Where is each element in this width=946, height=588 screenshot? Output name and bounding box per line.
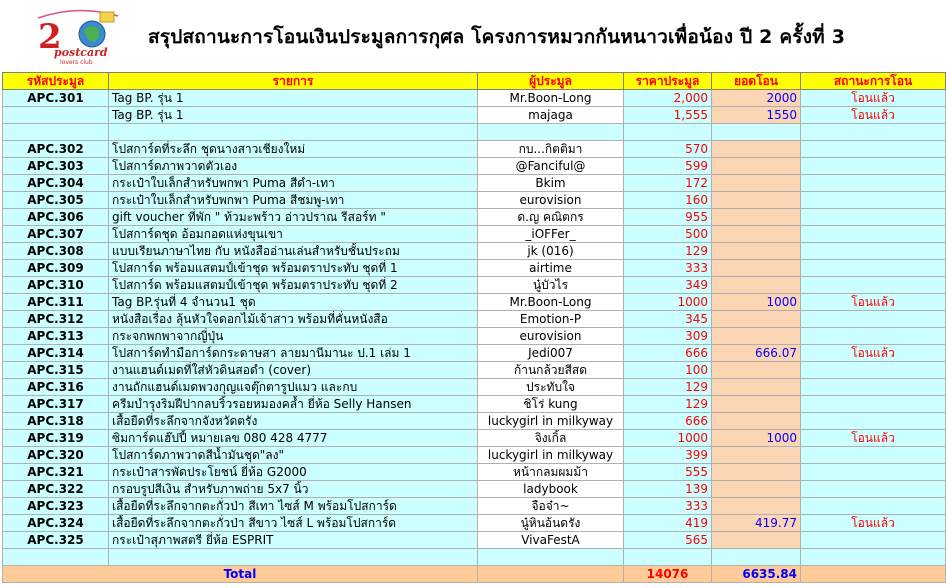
cell-paid: 419.77 — [712, 515, 801, 532]
cell-code: APC.315 — [3, 362, 109, 379]
cell-price: 100 — [624, 362, 712, 379]
cell-status — [801, 226, 946, 243]
table-row — [3, 277, 946, 294]
cell-code: APC.317 — [3, 396, 109, 413]
cell-price: 2,000 — [624, 90, 712, 107]
cell-status: โอนแล้ว — [801, 515, 946, 532]
cell-price: 172 — [624, 175, 712, 192]
table-row — [3, 294, 946, 311]
cell-status — [801, 379, 946, 396]
cell-donor: jk (016) — [478, 243, 624, 260]
cell-paid — [712, 141, 801, 158]
cell-donor: Mr.Boon-Long — [478, 294, 624, 311]
cell-item: งานถักแฮนด์เมดพวงกุญแจตุ๊กตารูปแมว และกบ — [109, 379, 478, 396]
table-row — [3, 345, 946, 362]
cell-price: 599 — [624, 158, 712, 175]
cell-item: ครีมบำรุงริมฝีปากลบริ้วรอยหมองคล้ำ ยี่ห้อ Selly Hansen — [109, 396, 478, 413]
cell-paid — [712, 549, 801, 566]
total-status-spacer — [801, 566, 946, 583]
cell-price: 139 — [624, 481, 712, 498]
cell-donor: majaga — [478, 107, 624, 124]
cell-item: Tag BP. รุ่น 1 — [109, 107, 478, 124]
col-header-paid: ยอดโอน — [712, 73, 801, 90]
table-row — [3, 243, 946, 260]
cell-paid — [712, 158, 801, 175]
table-row — [3, 413, 946, 430]
table-row — [3, 498, 946, 515]
cell-donor: หน้ากลมผมม้า — [478, 464, 624, 481]
cell-item: กระเป๋าสุภาพสตรี ยี่ห้อ ESPRIT — [109, 532, 478, 549]
cell-donor: VivaFestA — [478, 532, 624, 549]
cell-item: เสื้อยืดที่ระลึกจากตะกั่วป่า สีขาว ไซส์ L พร้อมโปสการ์ด — [109, 515, 478, 532]
cell-code — [3, 107, 109, 124]
cell-paid — [712, 447, 801, 464]
cell-code: APC.313 — [3, 328, 109, 345]
cell-code: APC.323 — [3, 498, 109, 515]
cell-code: APC.309 — [3, 260, 109, 277]
cell-paid: 2000 — [712, 90, 801, 107]
table-row — [3, 158, 946, 175]
cell-donor: Emotion-P — [478, 311, 624, 328]
cell-donor: กบ...กิตติมา — [478, 141, 624, 158]
cell-donor: ladybook — [478, 481, 624, 498]
cell-item: ซิมการ์ดแฮ๊ปปี้ หมายเลข 080 428 4777 — [109, 430, 478, 447]
cell-code: APC.314 — [3, 345, 109, 362]
cell-status — [801, 175, 946, 192]
cell-price: 333 — [624, 498, 712, 515]
cell-donor: luckygirl in milkyway — [478, 447, 624, 464]
cell-donor: Bkim — [478, 175, 624, 192]
cell-item: gift voucher ที่พัก " ท้วมะพร้าว อ่าวปราณ รีสอร์ท " — [109, 209, 478, 226]
cell-price: 500 — [624, 226, 712, 243]
cell-status — [801, 481, 946, 498]
cell-price: 1,555 — [624, 107, 712, 124]
cell-paid — [712, 124, 801, 141]
cell-donor: Jedi007 — [478, 345, 624, 362]
cell-paid — [712, 396, 801, 413]
table-row — [3, 226, 946, 243]
table-row — [3, 328, 946, 345]
cell-item: โปสการ์ดภาพวาดสีน้ำมันชุด"ลง" — [109, 447, 478, 464]
cell-code: APC.307 — [3, 226, 109, 243]
cell-price: 129 — [624, 379, 712, 396]
table-row — [3, 192, 946, 209]
cell-status — [801, 447, 946, 464]
cell-code: APC.324 — [3, 515, 109, 532]
postcard-lovers-club-logo — [30, 4, 126, 66]
cell-price: 160 — [624, 192, 712, 209]
auction-table — [2, 72, 946, 583]
cell-paid: 666.07 — [712, 345, 801, 362]
cell-code: APC.301 — [3, 90, 109, 107]
col-header-status: สถานะการโอน — [801, 73, 946, 90]
cell-status — [801, 141, 946, 158]
cell-status — [801, 277, 946, 294]
cell-status — [801, 260, 946, 277]
total-label: Total — [3, 566, 478, 583]
cell-price: 129 — [624, 243, 712, 260]
cell-price: 666 — [624, 413, 712, 430]
cell-status: โอนแล้ว — [801, 345, 946, 362]
cell-item: หนังสือเรื่อง ลุ้นหัวใจดอกไม้เจ้าสาว พร้อมที่คั่นหนังสือ — [109, 311, 478, 328]
table-header-row — [3, 73, 946, 90]
cell-donor — [478, 549, 624, 566]
page-title: สรุปสถานะการโอนเงินประมูลการกุศล โครงการหมวกกันหนาวเพื่อน้อง ปี 2 ครั้งที่ 3 — [148, 26, 846, 48]
cell-status — [801, 362, 946, 379]
cell-price: 570 — [624, 141, 712, 158]
cell-item: เสื้อยืดที่ระลึกจากตะกั่วป่า สีเทา ไซส์ M พร้อมโปสการ์ด — [109, 498, 478, 515]
table-row — [3, 90, 946, 107]
cell-code: APC.318 — [3, 413, 109, 430]
cell-donor: airtime — [478, 260, 624, 277]
cell-paid — [712, 192, 801, 209]
cell-paid — [712, 243, 801, 260]
col-header-price: ราคาประมูล — [624, 73, 712, 90]
cell-status — [801, 532, 946, 549]
cell-item: กระเป๋าสารพัดประโยชน์ ยี่ห้อ G2000 — [109, 464, 478, 481]
table-row — [3, 549, 946, 566]
cell-price: 1000 — [624, 430, 712, 447]
table-row — [3, 396, 946, 413]
cell-item: โปสการ์ด พร้อมแสตมป์เข้าชุด พร้อมตราประทับ ชุดที่ 2 — [109, 277, 478, 294]
cell-paid — [712, 277, 801, 294]
cell-price: 555 — [624, 464, 712, 481]
col-header-item: รายการ — [109, 73, 478, 90]
col-header-donor: ผู้ประมูล — [478, 73, 624, 90]
cell-code: APC.302 — [3, 141, 109, 158]
logo-subtext: lovers club — [60, 59, 93, 66]
cell-code — [3, 124, 109, 141]
cell-paid: 1550 — [712, 107, 801, 124]
cell-donor: _iOFFer_ — [478, 226, 624, 243]
cell-code: APC.308 — [3, 243, 109, 260]
cell-item: Tag BP.รุ่นที่ 4 จำนวน1 ชุด — [109, 294, 478, 311]
cell-code: APC.311 — [3, 294, 109, 311]
cell-item: โปสการ์ด พร้อมแสตมป์เข้าชุด พร้อมตราประทับ ชุดที่ 1 — [109, 260, 478, 277]
total-row — [3, 566, 946, 583]
cell-item: กระเป๋าใบเล็กสำหรับพกพา Puma สีดำ-เทา — [109, 175, 478, 192]
cell-price: 309 — [624, 328, 712, 345]
cell-price — [624, 549, 712, 566]
cell-paid: 1000 — [712, 294, 801, 311]
cell-donor: eurovision — [478, 328, 624, 345]
cell-donor: ประทับใจ — [478, 379, 624, 396]
table-row — [3, 379, 946, 396]
cell-price: 349 — [624, 277, 712, 294]
cell-status: โอนแล้ว — [801, 430, 946, 447]
cell-item: แบบเรียนภาษาไทย กับ หนังสืออ่านเล่นสำหรับชั้นประถม — [109, 243, 478, 260]
cell-paid — [712, 209, 801, 226]
table-row — [3, 311, 946, 328]
cell-item: งานแฮนด์เมดที่ใส่หัวดินสอดำ (cover) — [109, 362, 478, 379]
cell-status: โอนแล้ว — [801, 90, 946, 107]
total-paid: 6635.84 — [712, 566, 801, 583]
logo-text: postcard — [54, 46, 108, 59]
cell-code: APC.303 — [3, 158, 109, 175]
cell-price: 345 — [624, 311, 712, 328]
total-price: 14076 — [624, 566, 712, 583]
cell-donor: จือจ๋า~ — [478, 498, 624, 515]
cell-paid — [712, 362, 801, 379]
cell-price — [624, 124, 712, 141]
cell-item: โปสการ์ดที่ระลึก ชุดนางสาวเชียงใหม่ — [109, 141, 478, 158]
cell-item: เสื้อยืดที่ระลึกจากจังหวัดตรัง — [109, 413, 478, 430]
cell-status — [801, 124, 946, 141]
header — [0, 0, 946, 72]
cell-item: กระเป๋าใบเล็กสำหรับพกพา Puma สีชมพู-เทา — [109, 192, 478, 209]
cell-code: APC.325 — [3, 532, 109, 549]
cell-price: 565 — [624, 532, 712, 549]
table-row — [3, 430, 946, 447]
cell-price: 1000 — [624, 294, 712, 311]
cell-paid: 1000 — [712, 430, 801, 447]
table-row — [3, 175, 946, 192]
cell-donor: จิงเกิ้ล — [478, 430, 624, 447]
table-row — [3, 124, 946, 141]
cell-item: กระจกพกพาจากญี่ปุ่น — [109, 328, 478, 345]
cell-status — [801, 209, 946, 226]
cell-price: 399 — [624, 447, 712, 464]
cell-donor: luckygirl in milkyway — [478, 413, 624, 430]
table-row — [3, 362, 946, 379]
cell-item — [109, 549, 478, 566]
cell-item: โปสการ์ดภาพวาดตัวเอง — [109, 158, 478, 175]
table-row — [3, 447, 946, 464]
cell-paid — [712, 481, 801, 498]
cell-paid — [712, 175, 801, 192]
logo-number: 2 — [38, 17, 62, 57]
cell-item: Tag BP. รุ่น 1 — [109, 90, 478, 107]
cell-price: 129 — [624, 396, 712, 413]
cell-status — [801, 396, 946, 413]
cell-code: APC.310 — [3, 277, 109, 294]
cell-donor: Mr.Boon-Long — [478, 90, 624, 107]
cell-item — [109, 124, 478, 141]
cell-code: APC.306 — [3, 209, 109, 226]
cell-price: 333 — [624, 260, 712, 277]
cell-status: โอนแล้ว — [801, 107, 946, 124]
cell-code: APC.320 — [3, 447, 109, 464]
cell-status — [801, 311, 946, 328]
col-header-code: รหัสประมูล — [3, 73, 109, 90]
cell-donor — [478, 124, 624, 141]
cell-status — [801, 498, 946, 515]
cell-donor: นู๋บัวไร — [478, 277, 624, 294]
cell-paid — [712, 328, 801, 345]
cell-status — [801, 192, 946, 209]
table-row — [3, 141, 946, 158]
cell-item: โปสการ์ดชุด อ้อมกอดแห่งขุนเขา — [109, 226, 478, 243]
cell-paid — [712, 413, 801, 430]
cell-code — [3, 549, 109, 566]
cell-paid — [712, 226, 801, 243]
cell-code: APC.305 — [3, 192, 109, 209]
cell-paid — [712, 379, 801, 396]
table-row — [3, 107, 946, 124]
cell-status — [801, 158, 946, 175]
cell-donor: ด.ญ คณิตกร — [478, 209, 624, 226]
cell-status — [801, 328, 946, 345]
cell-price: 955 — [624, 209, 712, 226]
cell-status — [801, 464, 946, 481]
cell-paid — [712, 532, 801, 549]
cell-price: 666 — [624, 345, 712, 362]
cell-donor: ก้านกล้วยสีสด — [478, 362, 624, 379]
cell-status — [801, 413, 946, 430]
total-spacer — [478, 566, 624, 583]
cell-status: โอนแล้ว — [801, 294, 946, 311]
cell-paid — [712, 464, 801, 481]
cell-code: APC.322 — [3, 481, 109, 498]
cell-status — [801, 243, 946, 260]
cell-item: กรอบรูปสีเงิน สำหรับภาพถ่าย 5x7 นิ้ว — [109, 481, 478, 498]
table-row — [3, 260, 946, 277]
table-row — [3, 209, 946, 226]
table-row — [3, 532, 946, 549]
cell-code: APC.319 — [3, 430, 109, 447]
cell-paid — [712, 311, 801, 328]
cell-code: APC.316 — [3, 379, 109, 396]
cell-donor: นู๋หินอ้นดรัง — [478, 515, 624, 532]
cell-paid — [712, 498, 801, 515]
cell-code: APC.321 — [3, 464, 109, 481]
table-row — [3, 515, 946, 532]
cell-donor: eurovision — [478, 192, 624, 209]
cell-status — [801, 549, 946, 566]
table-row — [3, 464, 946, 481]
cell-donor: ชิโร่ kung — [478, 396, 624, 413]
table-row — [3, 481, 946, 498]
cell-code: APC.312 — [3, 311, 109, 328]
cell-price: 419 — [624, 515, 712, 532]
cell-paid — [712, 260, 801, 277]
cell-code: APC.304 — [3, 175, 109, 192]
cell-donor: @Fanciful@ — [478, 158, 624, 175]
cell-item: โปสการ์ดทำมือการ์ดกระดาษสา ลายมานีมานะ ป.1 เล่ม 1 — [109, 345, 478, 362]
